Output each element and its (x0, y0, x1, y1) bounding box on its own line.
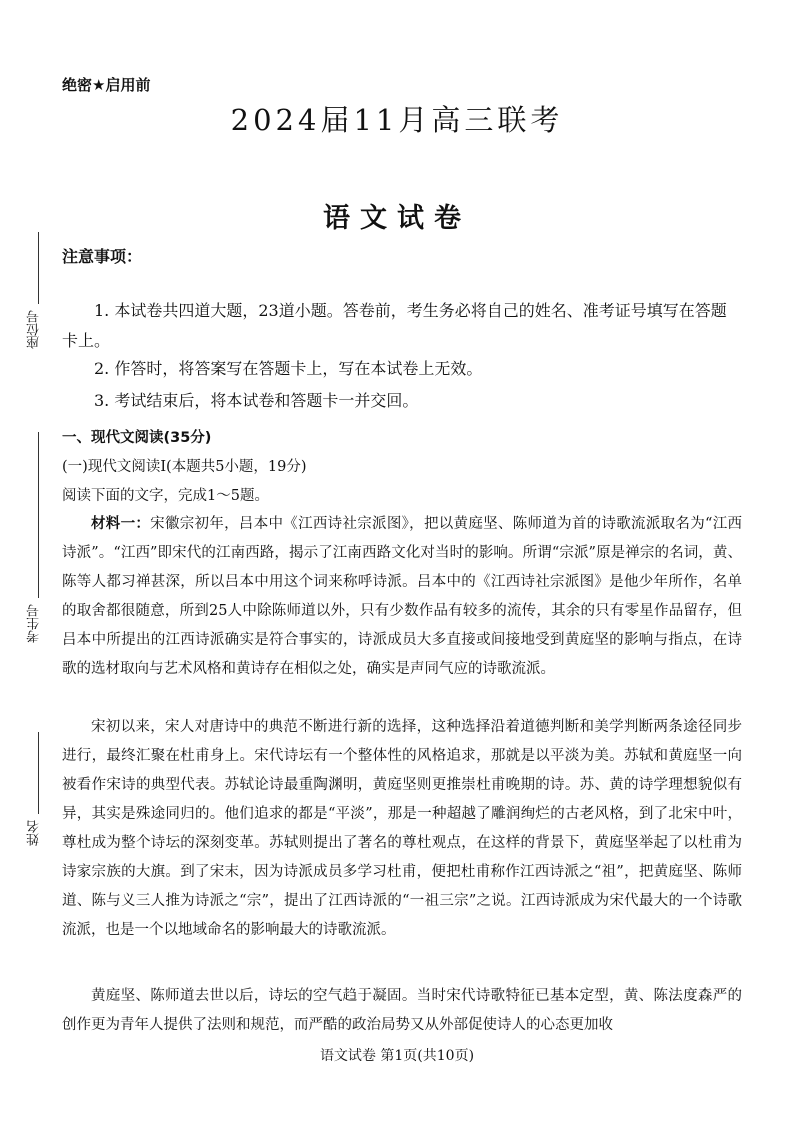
material-paragraph-1 (62, 510, 742, 684)
secret-label: 绝密★启用前 (62, 76, 151, 94)
section-title: 一、现代文阅读(35分) (62, 430, 212, 446)
subject-title: 语文试卷 (323, 203, 471, 234)
page-footer: 语文试卷 第1页(共10页) (319, 1048, 475, 1064)
notice-item-3: 3. 考试结束后，将本试卷和答题卡一并交回。 (94, 391, 419, 410)
binding-line-seat (38, 232, 39, 304)
notice-title: 注意事项： (62, 247, 143, 266)
binding-label-name: 姓名 (27, 820, 42, 846)
exam-title: 2024届11月高三联考 (230, 103, 564, 137)
section-instruction: 阅读下面的文字，完成1～5题。 (62, 488, 269, 504)
material-paragraph-2: 宋初以来，宋人对唐诗中的典范不断进行新的选择，这种选择沿着道德判断和美学判断两条途径同步进行，最终汇聚在杜甫身上。宋代诗坛有一个整体性的风格追求，那就是以平淡为美。苏轼和黄庭坚一向被看作宋诗的典型代表。苏轼论诗最重陶渊明，黄庭坚则更推崇杜甫晚期的诗。苏、黄的诗学理想貌似有异，其实是殊途同归的。他们追求的都是“平淡”，那是一种超越了雕润绚烂的古老风格，到了北宋中叶，尊杜成为整个诗坛的深刻变革。苏轼则提出了著名的尊杜观点，在这样的背景下，黄庭坚举起了以杜甫为诗家宗族的大旗。到了宋末，因为诗派成员多学习杜甫，便把杜甫称作江西诗派之“祖”，把黄庭坚、陈师道、陈与义三人推为诗派之“宗”，提出了江西诗派的“一祖三宗”之说。江西诗派成为宋代最大的一个诗歌流派，也是一个以地域命名的影响最大的诗歌流派。 (62, 719, 742, 938)
binding-line-name (38, 732, 39, 814)
binding-label-exam-no: 考生号 (27, 604, 42, 643)
material-lead: 材料一： (91, 516, 151, 532)
binding-line-exam-no (38, 432, 39, 598)
section-subtitle: (一)现代文阅读Ⅰ(本题共5小题，19分) (62, 459, 307, 475)
binding-label-seat: 座位号 (27, 310, 42, 349)
notice-item-2: 2. 作答时，将答案写在答题卡上，写在本试卷上无效。 (94, 359, 483, 378)
material-paragraph-1-text: 宋徽宗初年，吕本中《江西诗社宗派图》，把以黄庭坚、陈师道为首的诗歌流派取名为“江西诗派”。“江西”即宋代的江南西路，揭示了江南西路文化对当时的影响。所谓“宗派”原是禅宗的名词，黄、陈等人都习禅甚深，所以吕本中用这个词来称呼诗派。吕本中的《江西诗社宗派图》是他少年所作，名单的取舍都很随意，所到25人中除陈师道以外，只有少数作品有较多的流传，其余的只有零星作品留存，但吕本中所提出的江西诗派确实是符合事实的，诗派成员大多直接或间接地受到黄庭坚的影响与指点，在诗歌的选材取向与艺术风格和黄诗存在相似之处，确实是声同气应的诗歌流派。 (62, 516, 742, 677)
material-paragraph-3: 黄庭坚、陈师道去世以后，诗坛的空气趋于凝固。当时宋代诗歌特征已基本定型，黄、陈法度森严的创作更为青年人提供了法则和规范，而严酷的政治局势又从外部促使诗人的心态更加收 (62, 988, 742, 1033)
notice-item-1: 1. 本试卷共四道大题，23道小题。答卷前，考生务必将自己的姓名、准考证号填写在答题卡上。 (62, 301, 727, 350)
